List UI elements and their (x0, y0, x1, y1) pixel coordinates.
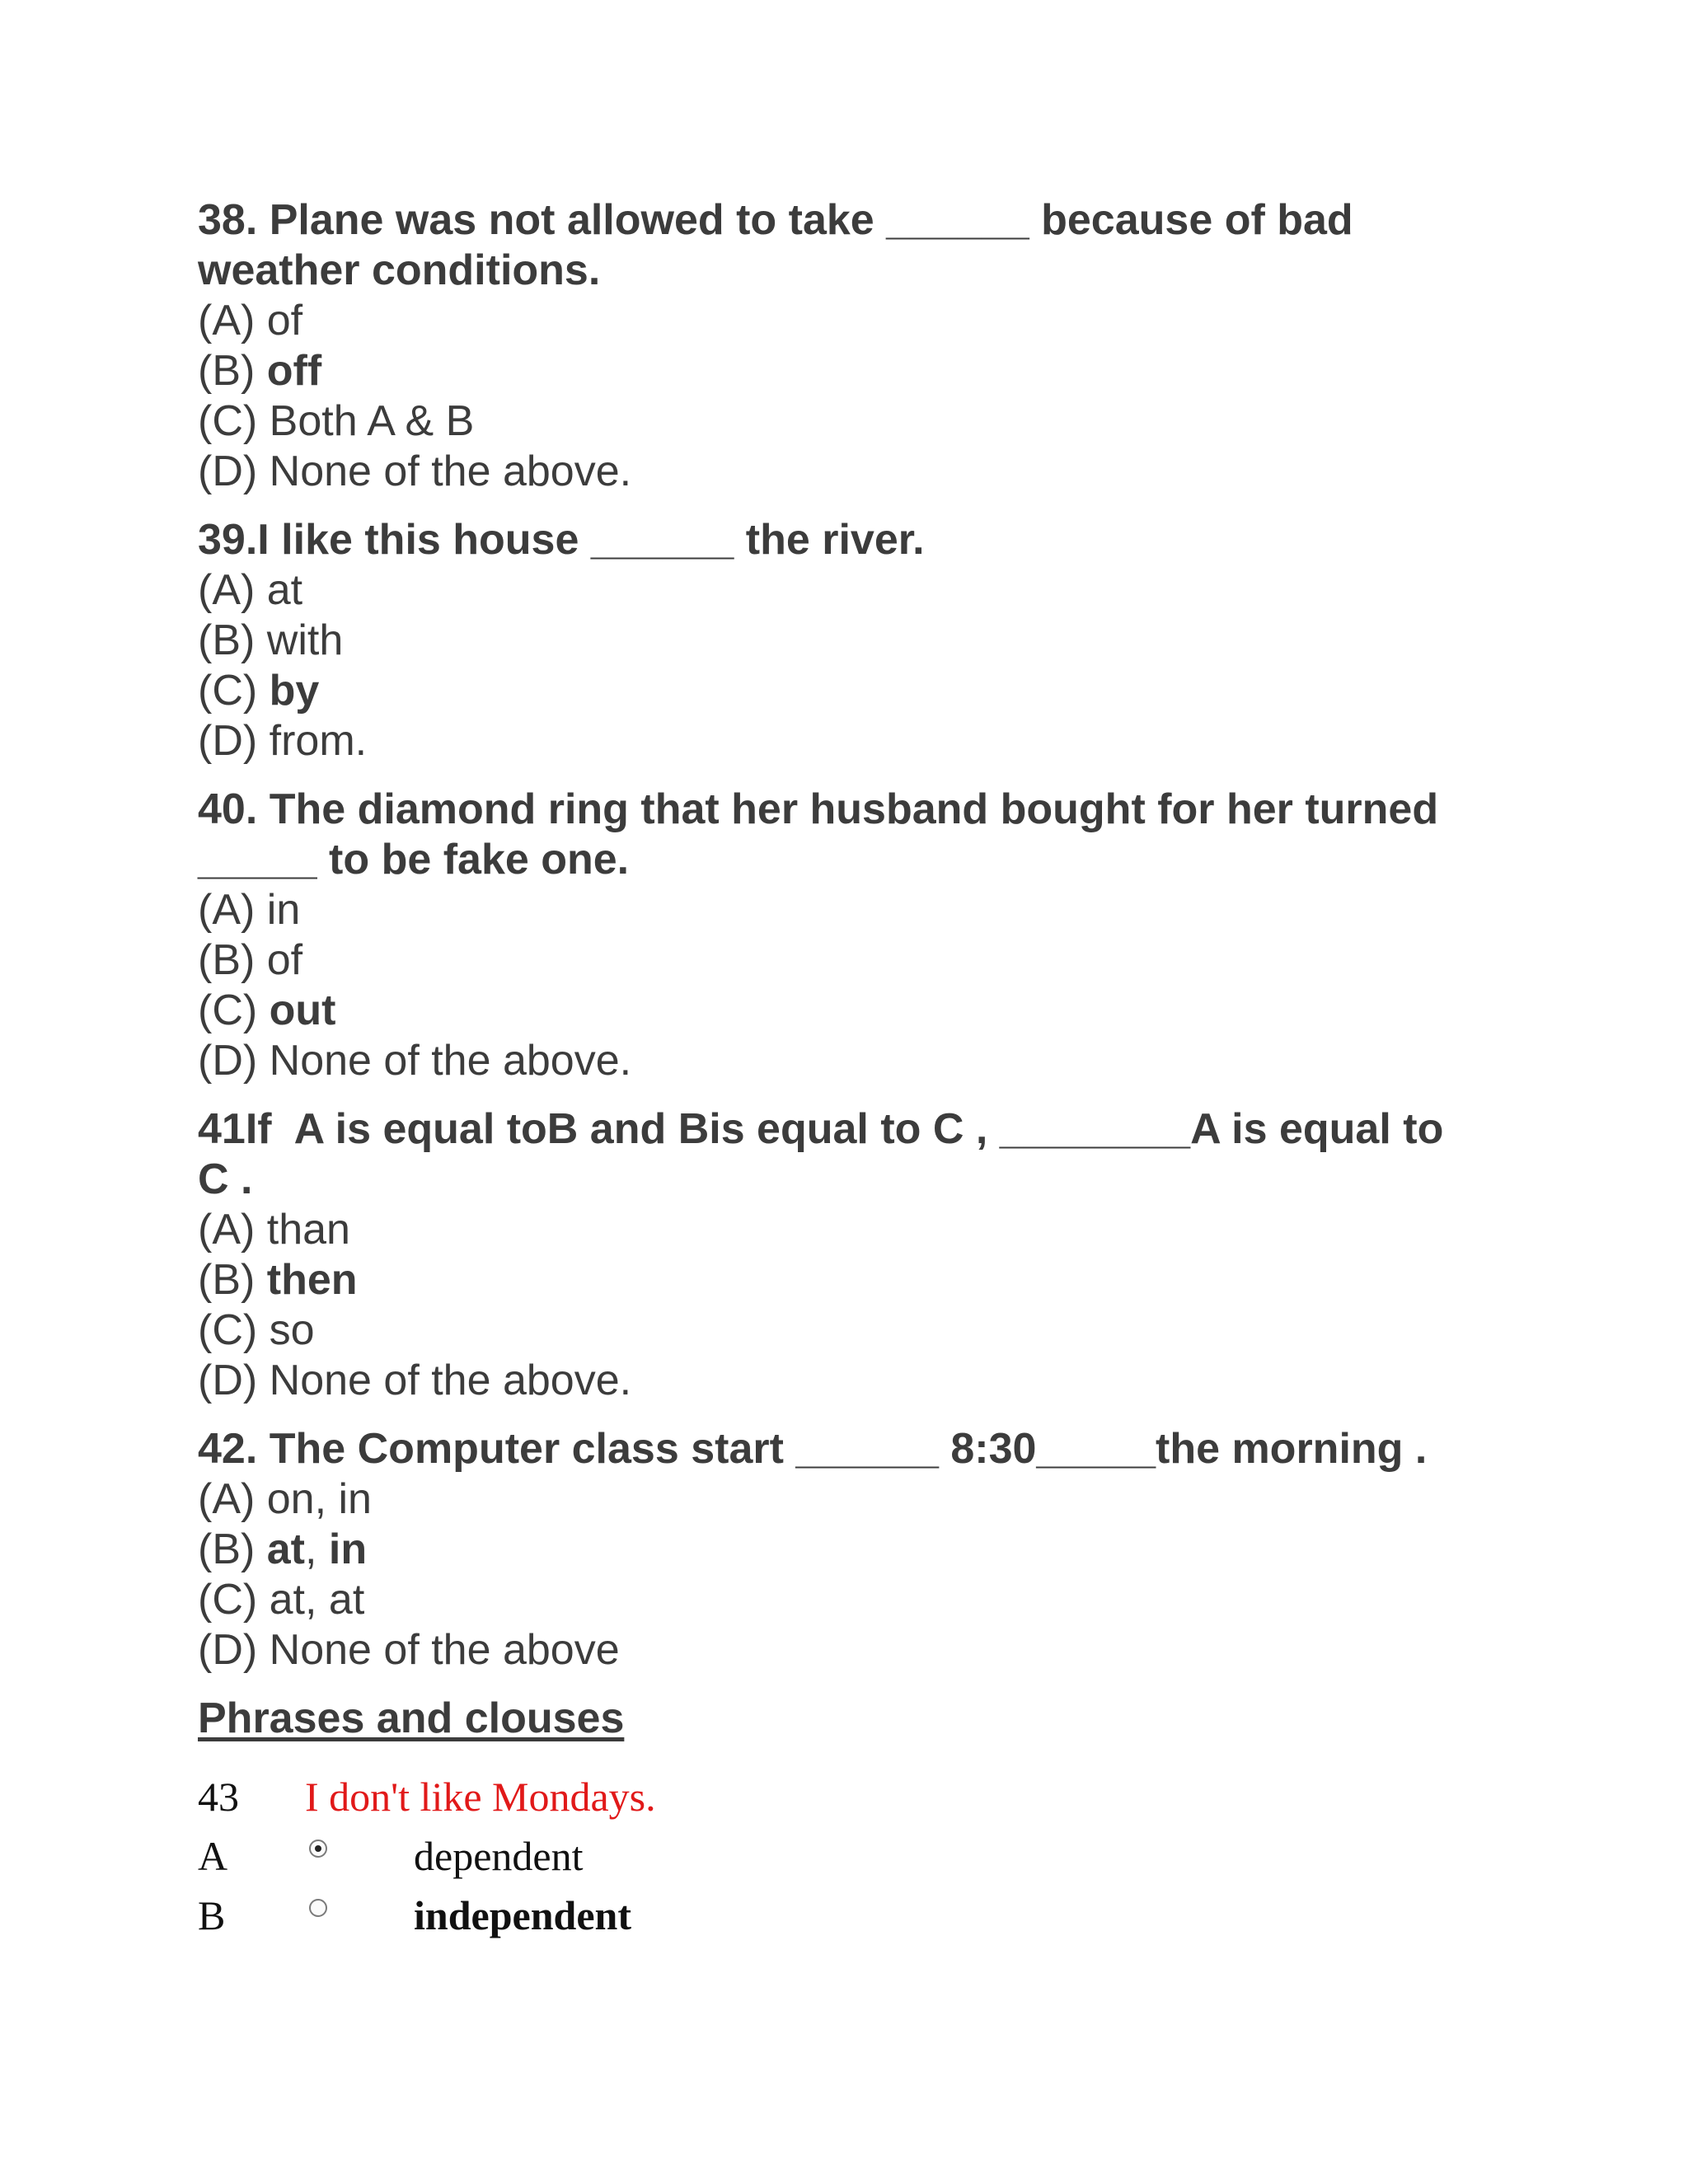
option-text: of (266, 297, 303, 344)
question-line: 40. The diamond ring that her husband bought for her turned (198, 785, 1439, 833)
question-39 (198, 515, 1517, 766)
option-separator: , (305, 1526, 329, 1573)
question-38 (198, 195, 1517, 497)
option-prefix: (B) (198, 616, 267, 664)
option-c (198, 986, 1517, 1036)
question-line: 39.I like this house ______ the river. (198, 516, 925, 564)
question-line: 41If A is equal toB and Bis equal to C , ________A is equal to (198, 1105, 1444, 1153)
question-text (198, 515, 1517, 565)
choice-label: independent (414, 1892, 631, 1938)
option-b (198, 1525, 1517, 1575)
question-number: 43 (198, 1774, 239, 1820)
question-text (198, 1424, 1517, 1474)
radio-button[interactable] (309, 1899, 327, 1917)
option-text-answer: in (328, 1526, 368, 1573)
option-text: at, at (269, 1576, 365, 1624)
option-text: None of the above. (269, 1357, 632, 1404)
option-d (198, 716, 1517, 766)
question-line: C . (198, 1155, 253, 1203)
option-c (198, 1575, 1517, 1625)
question-text (198, 1104, 1517, 1205)
option-d (198, 1036, 1517, 1086)
question-40 (198, 785, 1517, 1086)
option-text: of (266, 936, 303, 984)
option-text: None of the above (269, 1626, 620, 1674)
option-prefix: (B) (198, 936, 267, 984)
question-line: _____ to be fake one. (198, 836, 630, 883)
option-text-answer: then (266, 1256, 358, 1304)
option-prefix: (A) (198, 1475, 267, 1523)
option-text: None of the above. (269, 1037, 632, 1085)
question-42 (198, 1424, 1517, 1675)
option-prefix: (C) (198, 667, 270, 715)
option-text: None of the above. (269, 448, 632, 495)
question-43 (198, 1767, 1517, 1945)
radio-button-checked[interactable] (309, 1840, 327, 1858)
question-43-header (198, 1767, 1517, 1826)
option-a (198, 565, 1517, 616)
radio-wrapper[interactable] (198, 1914, 414, 1917)
option-c (198, 666, 1517, 716)
question-41 (198, 1104, 1517, 1406)
option-c (198, 396, 1517, 447)
option-prefix: (A) (198, 886, 267, 934)
option-prefix: (D) (198, 1357, 270, 1404)
option-prefix: (C) (198, 1576, 270, 1624)
option-prefix: (D) (198, 1037, 270, 1085)
option-prefix: (D) (198, 448, 270, 495)
choice-label: dependent (414, 1833, 584, 1879)
option-c (198, 1305, 1517, 1356)
option-prefix: (B) (198, 1256, 267, 1304)
option-text-answer: off (266, 347, 322, 395)
option-prefix: (C) (198, 987, 270, 1034)
option-text: with (266, 616, 344, 664)
option-text: than (266, 1206, 350, 1254)
option-text: at (266, 566, 303, 614)
option-text-answer: out (269, 987, 336, 1034)
option-prefix: (A) (198, 566, 267, 614)
option-d (198, 447, 1517, 497)
section-title: Phrases and clouses (198, 1694, 625, 1742)
option-prefix: (A) (198, 297, 267, 344)
option-prefix: (D) (198, 1626, 270, 1674)
option-text-answer: at (266, 1526, 306, 1573)
option-d (198, 1356, 1517, 1406)
question-text: I don't like Mondays. (305, 1774, 656, 1820)
option-text: in (266, 886, 301, 934)
question-text (198, 195, 1517, 296)
option-prefix: (A) (198, 1206, 267, 1254)
option-text: so (269, 1306, 315, 1354)
option-a (198, 1474, 1517, 1525)
option-b (198, 1255, 1517, 1305)
option-a (198, 1205, 1517, 1255)
option-prefix: (C) (198, 397, 270, 445)
option-prefix: (C) (198, 1306, 270, 1354)
option-a (198, 885, 1517, 935)
option-prefix: (B) (198, 1526, 267, 1573)
option-b (198, 346, 1517, 396)
option-a (198, 296, 1517, 346)
choice-row-b[interactable]: B independent (198, 1892, 631, 1938)
option-prefix: (D) (198, 717, 270, 765)
question-line: 42. The Computer class start ______ 8:30_____the morning . (198, 1425, 1428, 1473)
radio-wrapper[interactable] (198, 1854, 414, 1858)
option-text: on, in (266, 1475, 372, 1523)
option-b (198, 616, 1517, 666)
option-text-answer: by (269, 667, 320, 715)
option-prefix: (B) (198, 347, 267, 395)
question-text (198, 785, 1517, 885)
option-b (198, 935, 1517, 986)
option-text: from. (269, 717, 368, 765)
question-line: 38. Plane was not allowed to take ______ because of bad (198, 196, 1353, 244)
choice-row-a[interactable]: A dependent (198, 1833, 584, 1879)
option-d (198, 1625, 1517, 1675)
option-text: Both A & B (269, 397, 475, 445)
document-page (198, 195, 1517, 1945)
question-line: weather conditions. (198, 246, 601, 294)
